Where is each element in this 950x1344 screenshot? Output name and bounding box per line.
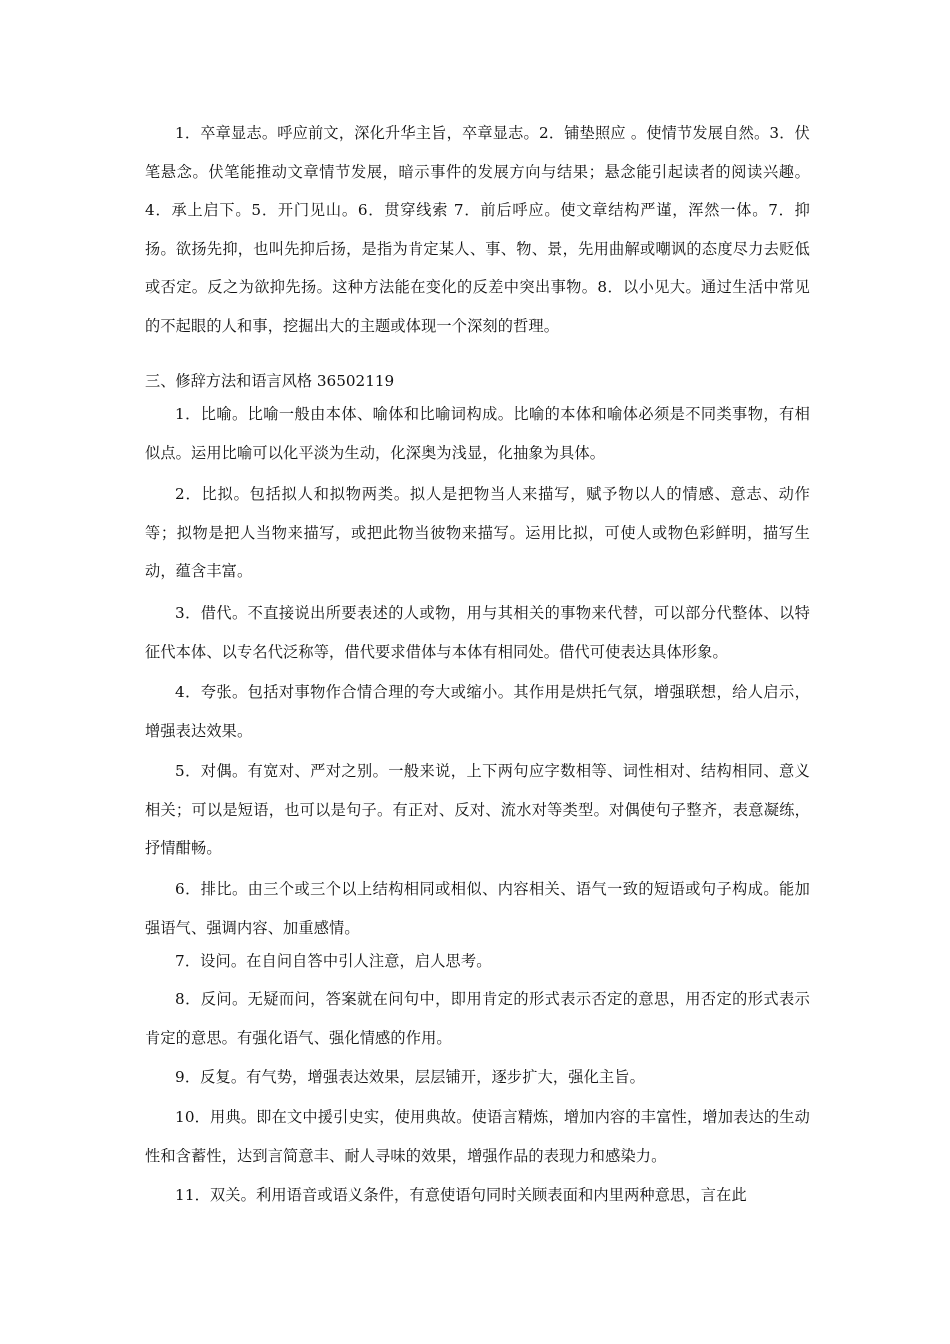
paragraph-rhetorical-interrogation: 8．反问。无疑而问，答案就在问句中，即用肯定的形式表示否定的意思，用否定的形式表示肯定的意思。有强化语气、强化情感的作用。 xyxy=(145,990,810,1047)
paragraph-repetition: 9．反复。有气势，增强表达效果，层层铺开，逐步扩大，强化主旨。 xyxy=(175,1068,645,1086)
paragraph-metaphor: 1．比喻。比喻一般由本体、喻体和比喻词构成。比喻的本体和喻体必须是不同类事物，有相似点。运用比喻可以化平淡为生动，化深奥为浅显，化抽象为具体。 xyxy=(145,405,810,462)
paragraph-parallelism: 6．排比。由三个或三个以上结构相同或相似、内容相关、语气一致的短语或句子构成。能加强语气、强调内容、加重感情。 xyxy=(145,880,810,937)
paragraph-personification: 2．比拟。包括拟人和拟物两类。拟人是把物当人来描写，赋予物以人的情感、意志、动作等；拟物是把人当物来描写，或把此物当彼物来描写。运用比拟，可使人或物色彩鲜明，描写生动，蕴含丰富。 xyxy=(145,485,810,580)
paragraph-rhetorical-question: 7．设问。在自问自答中引人注意，启人思考。 xyxy=(175,952,492,970)
paragraph-allusion: 10．用典。即在文中援引史实，使用典故。使语言精炼，增加内容的丰富性，增加表达的生动性和含蓄性，达到言简意丰、耐人寻味的效果，增强作品的表现力和感染力。 xyxy=(145,1108,810,1165)
paragraph-antithesis: 5．对偶。有宽对、严对之别。一般来说，上下两句应字数相等、词性相对、结构相同、意义相关；可以是短语，也可以是句子。有正对、反对、流水对等类型。对偶使句子整齐，表意凝练，抒情酣畅。 xyxy=(145,762,810,857)
paragraph-pun: 11．双关。利用语音或语义条件，有意使语句同时关顾表面和内里两种意思，言在此 xyxy=(175,1186,747,1204)
paragraph-metonymy: 3．借代。不直接说出所要表述的人或物，用与其相关的事物来代替，可以部分代整体、以特征代本体、以专名代泛称等，借代要求借体与本体有相同处。借代可使表达具体形象。 xyxy=(145,604,810,661)
paragraph-structure-techniques: 1．卒章显志。呼应前文，深化升华主旨，卒章显志。2．铺垫照应 。使情节发展自然。3．伏笔悬念。伏笔能推动文章情节发展，暗示事件的发展方向与结果；悬念能引起读者的阅读兴趣。4．承上启下。5．开门见山。6．贯穿线索 7．前后呼应。使文章结构严谨，浑然一体。7．抑扬。欲扬先抑，也叫先抑后扬，是指为肯定某人、事、物、景，先用曲解或嘲讽的态度尽力去贬低或否定。反之为欲抑先扬。这种方法能在变化的反差中突出事物。8．以小见大。通过生活中常见的不起眼的人和事，挖掘出大的主题或体现一个深刻的哲理。 xyxy=(145,124,810,335)
section-heading-rhetoric: 三、修辞方法和语言风格 36502119 xyxy=(145,372,395,390)
paragraph-hyperbole: 4．夸张。包括对事物作合情合理的夸大或缩小。其作用是烘托气氛，增强联想，给人启示，增强表达效果。 xyxy=(145,683,810,740)
